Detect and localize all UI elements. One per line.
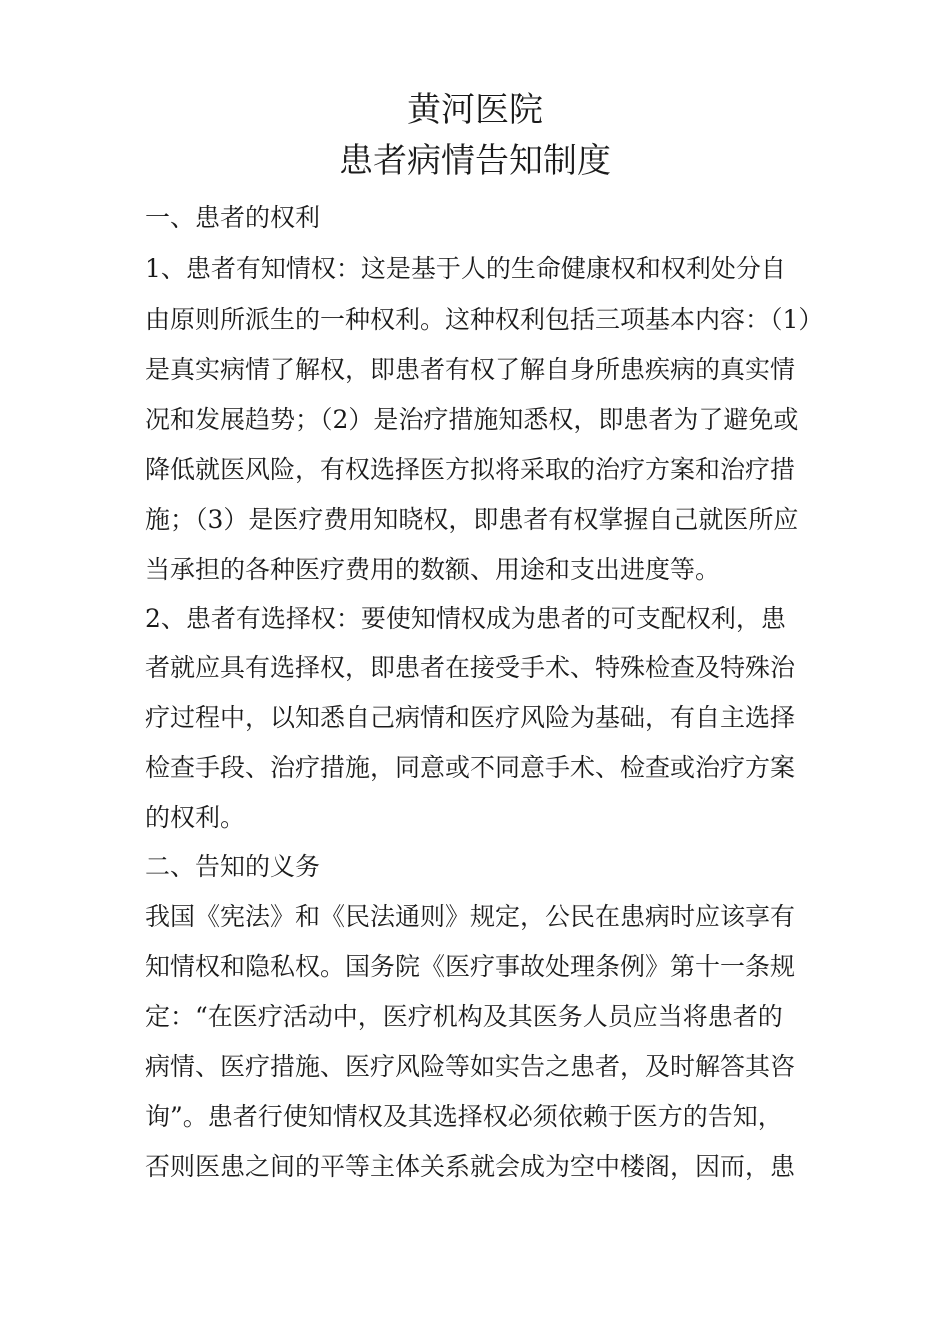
paragraph-line: 定：“在医疗活动中，医疗机构及其医务人员应当将患者的 [145, 1002, 783, 1031]
hospital-name: 黄河医院 [407, 90, 543, 130]
paragraph-line: 检查手段、治疗措施，同意或不同意手术、检查或治疗方案 [145, 753, 796, 782]
paragraph-line: 知情权和隐私权。国务院《医疗事故处理条例》第十一条规 [145, 952, 796, 981]
paragraph-line: 是真实病情了解权，即患者有权了解自身所患疾病的真实情 [145, 355, 796, 384]
section-heading: 一、患者的权利 [145, 203, 321, 232]
paragraph-line: 况和发展趋势；（2）是治疗措施知悉权，即患者为了避免或 [145, 405, 799, 434]
paragraph-line: 病情、医疗措施、医疗风险等如实告之患者，及时解答其咨 [145, 1052, 796, 1081]
paragraph-line: 否则医患之间的平等主体关系就会成为空中楼阁，因而，患 [145, 1152, 796, 1181]
paragraph-line: 的权利。 [145, 803, 246, 832]
section-heading: 二、告知的义务 [145, 852, 321, 881]
paragraph-line: 施；（3）是医疗费用知晓权，即患者有权掌握自己就医所应 [145, 505, 799, 534]
document-title: 患者病情告知制度 [339, 141, 611, 181]
paragraph-line: 我国《宪法》和《民法通则》规定，公民在患病时应该享有 [145, 902, 796, 931]
paragraph-line: 者就应具有选择权，即患者在接受手术、特殊检查及特殊治 [145, 653, 796, 682]
paragraph-line: 由原则所派生的一种权利。这种权利包括三项基本内容：（1） [145, 305, 824, 334]
paragraph-line: 当承担的各种医疗费用的数额、用途和支出进度等。 [145, 555, 721, 584]
paragraph-line: 2、患者有选择权：要使知情权成为患者的可支配权利，患 [145, 604, 786, 633]
paragraph-line: 1、患者有知情权：这是基于人的生命健康权和权利处分自 [145, 254, 786, 283]
paragraph-line: 询”。患者行使知情权及其选择权必须依赖于医方的告知， [145, 1102, 783, 1131]
paragraph-line: 降低就医风险，有权选择医方拟将采取的治疗方案和治疗措 [145, 455, 796, 484]
paragraph-line: 疗过程中，以知悉自己病情和医疗风险为基础，有自主选择 [145, 703, 796, 732]
